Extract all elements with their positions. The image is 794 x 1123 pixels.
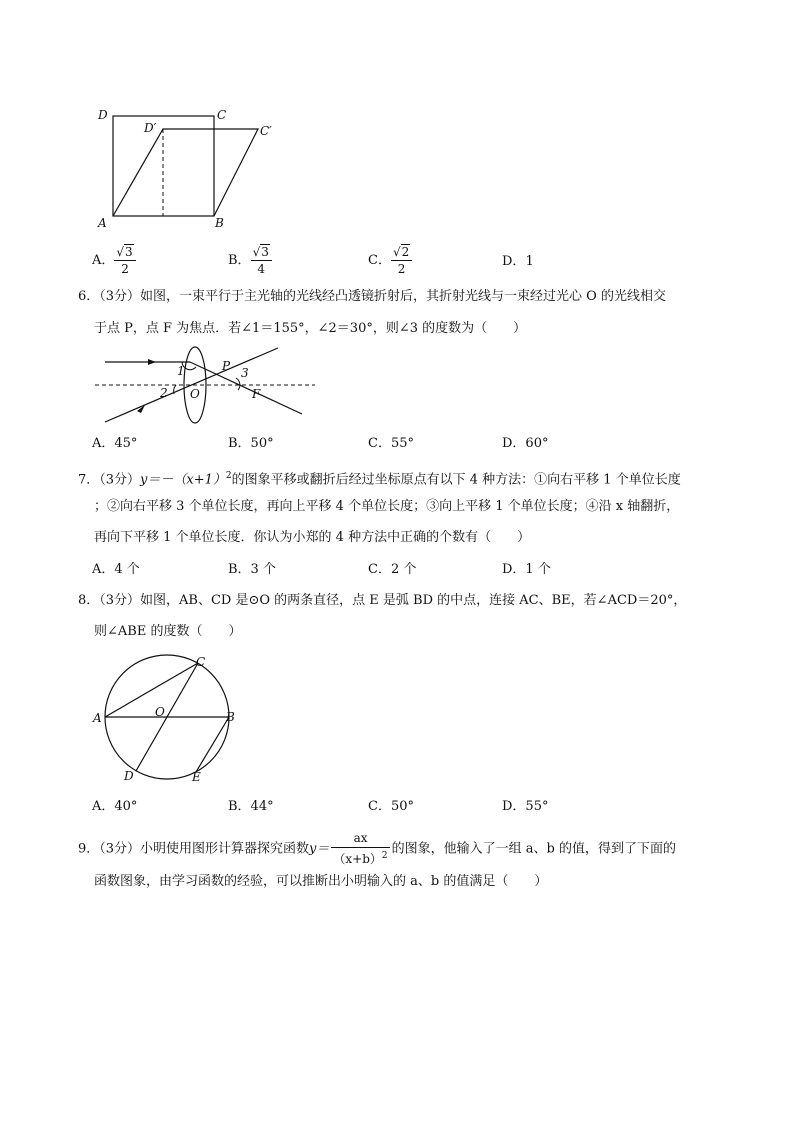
q7-text-line-3: 再向下平移 1 个单位长度．你认为小郑的 4 种方法中正确的个数有（ ） <box>94 530 531 545</box>
q5-option-b[interactable]: B． $\frac{√3}{4}$ <box>228 244 272 277</box>
parallelogram-abcpdp <box>113 129 258 216</box>
label-f: F <box>252 387 261 401</box>
label-b: B <box>215 216 224 230</box>
label-d-prime: D′ <box>144 121 157 135</box>
q5-option-d[interactable]: D．1 <box>502 254 534 269</box>
q7-text-line-1: 7．（3分）$y=-(x+1)^2$的图象平移或翻折后经过坐标原点有以下 4 种方法：①向右平移 1 个单位长度 <box>78 471 681 488</box>
label-o: O <box>155 705 165 719</box>
figure-q6-convex-lens <box>90 340 330 430</box>
label-c-prime: C′ <box>260 124 272 138</box>
label-a: A <box>98 216 107 230</box>
label-o: O <box>190 387 200 401</box>
label-e: E <box>192 770 201 784</box>
q6-option-d[interactable]: D．60° <box>502 436 549 451</box>
q7-option-d[interactable]: D．1 个 <box>502 562 551 577</box>
q8-option-a[interactable]: A．40° <box>92 799 138 814</box>
chord-ac <box>105 663 198 717</box>
label-d: D <box>98 108 108 122</box>
label-p: P <box>222 359 231 373</box>
q8-text-line-2: 则∠ABE 的度数（ ） <box>94 624 242 639</box>
q6-text-line-1: 6．（3分）如图，一束平行于主光轴的光线经凸透镜折射后，其折射光线与一束经过光心 O 的光线相交 <box>78 289 666 304</box>
figure-q5-rectangle-parallelogram <box>90 100 300 235</box>
figure-q8-circle <box>90 650 250 790</box>
q6-option-a[interactable]: A．45° <box>92 436 138 451</box>
q7-text-line-2: ；②向右平移 3 个单位长度，再向上平移 4 个单位长度；③向上平移 1 个单位长度；④沿 x 轴翻折， <box>94 499 680 514</box>
label-c: C <box>196 655 206 669</box>
q7-option-b[interactable]: B．3 个 <box>228 562 276 577</box>
q9-text-line-1: 9．（3分）小明使用图形计算器探究函数y＝ $\frac{ax}{(x+b)^2}$ 的图象，他输入了一组 a、b 的值，得到了下面的 <box>78 831 676 866</box>
q8-option-b[interactable]: B．44° <box>228 799 274 814</box>
label-angle-3: 3 <box>241 366 249 380</box>
q5-option-a[interactable]: A． $\frac{√3}{2}$ <box>92 244 136 277</box>
q7-option-a[interactable]: A．4 个 <box>92 562 140 577</box>
q8-text-line-1: 8．（3分）如图，AB、CD 是⊙O 的两条直径，点 E 是弧 BD 的中点，连接 AC、BE，若∠ACD＝20°， <box>78 593 687 608</box>
q8-option-d[interactable]: D．55° <box>502 799 549 814</box>
label-d: D <box>124 769 134 783</box>
label-a: A <box>93 711 102 725</box>
q9-function-fraction: $\frac{ax}{(x+b)^2}$ <box>333 831 388 866</box>
label-angle-2: 2 <box>160 386 168 400</box>
chord-be <box>196 717 229 772</box>
q6-text-line-2: 于点 P，点 F 为焦点．若∠1＝155°，∠2＝30°，则∠3 的度数为（ ） <box>94 321 527 336</box>
q8-option-c[interactable]: C．50° <box>368 799 414 814</box>
q9-text-line-2: 函数图象，由学习函数的经验，可以推断出小明输入的 a、b 的值满足（ ） <box>94 874 548 889</box>
label-angle-1: 1 <box>177 364 185 378</box>
q6-option-c[interactable]: C．55° <box>368 436 414 451</box>
label-b: B <box>226 710 235 724</box>
label-c: C <box>217 108 227 122</box>
arrow-parallel-ray <box>148 359 156 365</box>
q5-option-c[interactable]: C． $\frac{√2}{2}$ <box>368 244 412 277</box>
q6-option-b[interactable]: B．50° <box>228 436 274 451</box>
q7-option-c[interactable]: C．2 个 <box>368 562 417 577</box>
